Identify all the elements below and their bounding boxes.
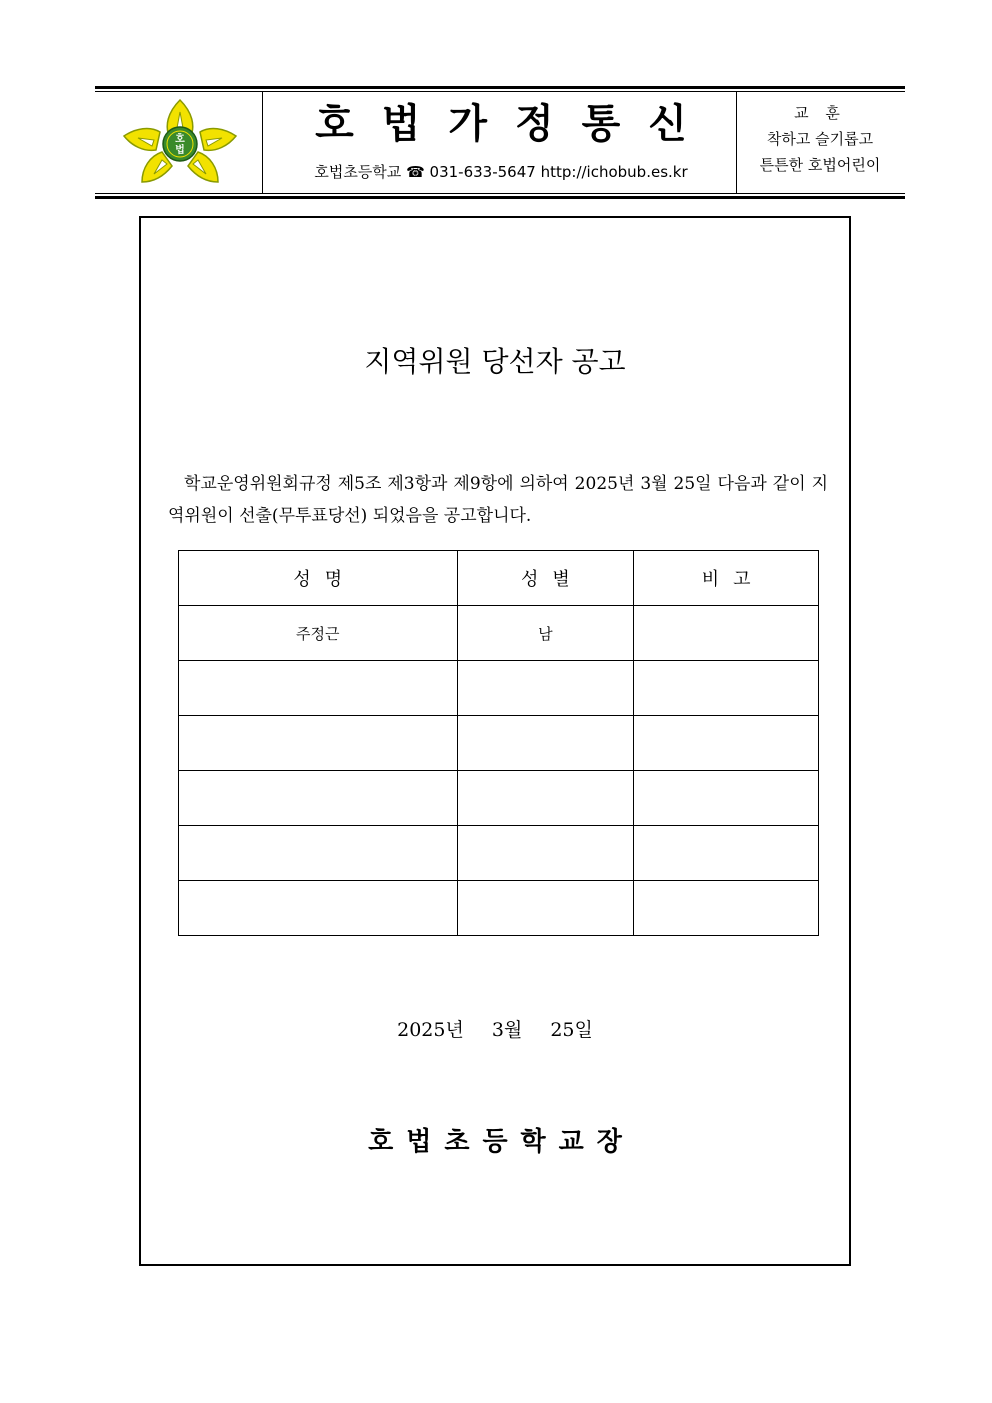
notice-title: 지역위원 당선자 공고: [364, 345, 626, 378]
cell-gender: [457, 661, 634, 716]
header-rule-bottom-thin: [95, 193, 905, 194]
cell-gender: [457, 771, 634, 826]
svg-text:법: 법: [175, 145, 185, 156]
header-rule-bottom: [95, 196, 905, 199]
header-rule-top-thin: [95, 91, 905, 92]
principal-signature: 호법초등학교장: [368, 1127, 635, 1157]
header-remarks: 비고: [634, 551, 819, 606]
table-header-row: [179, 551, 819, 606]
table-row: [179, 716, 819, 771]
motto-heading: 교 훈: [794, 104, 846, 122]
cell-gender: 남: [457, 606, 634, 661]
cell-gender: [457, 716, 634, 771]
notice-date: 2025년 3월 25일: [397, 1019, 593, 1041]
cell-name: [179, 661, 458, 716]
school-name: 호법초등학교: [314, 163, 402, 181]
cell-remarks: [634, 716, 819, 771]
phone-icon: ☎: [406, 163, 425, 181]
logo-text: 호: [175, 134, 185, 145]
cell-remarks: [634, 881, 819, 936]
motto-line-1: 착하고 슬기롭고: [766, 130, 874, 148]
table-row: [179, 661, 819, 716]
school-website[interactable]: http://ichobub.es.kr: [540, 163, 688, 181]
school-phone: 031-633-5647: [429, 163, 536, 181]
cell-remarks: [634, 771, 819, 826]
header-divider-left: [262, 92, 263, 193]
cell-remarks: [634, 606, 819, 661]
candidate-table: [178, 550, 819, 936]
cell-name: [179, 826, 458, 881]
table-row: [179, 771, 819, 826]
newsletter-title: 호법가정통신: [315, 101, 715, 147]
cell-name: [179, 881, 458, 936]
table-row: [179, 606, 819, 661]
motto-line-2: 튼튼한 호법어린이: [759, 156, 881, 174]
header-divider-right: [736, 92, 737, 193]
cell-gender: [457, 881, 634, 936]
cell-name: [179, 716, 458, 771]
cell-name: 주정근: [179, 606, 458, 661]
cell-gender: [457, 826, 634, 881]
notice-body: 학교운영위원회규정 제5조 제3항과 제9항에 의하여 2025년 3월 25일 다음과 같이 지역위원이 선출(무투표당선) 되었음을 공고합니다.: [168, 474, 828, 526]
cell-remarks: [634, 661, 819, 716]
header-rule-top: [95, 86, 905, 89]
school-contact-line: [268, 160, 734, 184]
table-row: [179, 826, 819, 881]
table-row: [179, 881, 819, 936]
school-motto: [740, 100, 900, 178]
cell-name: [179, 771, 458, 826]
cell-remarks: [634, 826, 819, 881]
header-name: 성명: [179, 551, 458, 606]
header-gender: 성별: [457, 551, 634, 606]
school-logo: [120, 98, 240, 186]
